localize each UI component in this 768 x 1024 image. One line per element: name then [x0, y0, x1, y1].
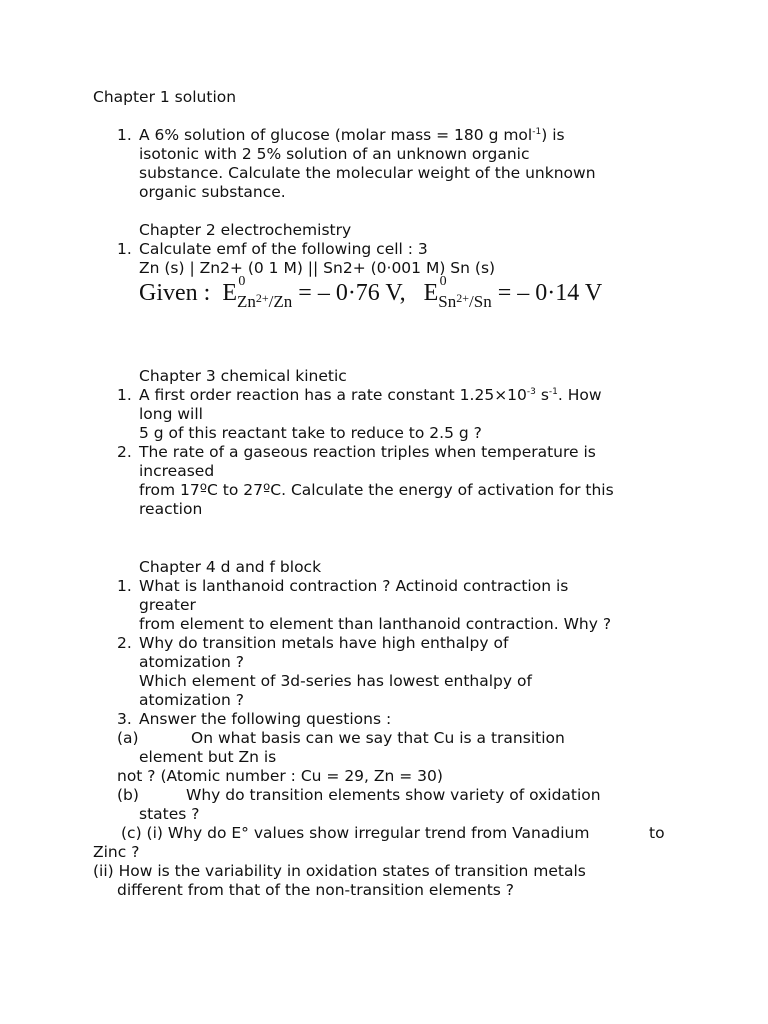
question-line: isotonic with 2 5% solution of an unknown organic: [139, 145, 530, 163]
question-line: increased: [139, 462, 215, 480]
question-line: from 17ºC to 27ºC. Calculate the energy of activation for this: [139, 481, 614, 499]
question-text: . How: [557, 386, 602, 404]
question-line: [139, 386, 602, 405]
question-line: atomization ?: [139, 653, 244, 671]
question-line: not ? (Atomic number : Cu = 29, Zn = 30): [117, 767, 443, 785]
question-line: long will: [139, 405, 203, 423]
list-number: 2.: [117, 634, 132, 652]
formula-sn: Sn: [438, 292, 457, 311]
sub-question-label: (b): [117, 786, 139, 804]
question-line: substance. Calculate the molecular weight of the unknown: [139, 164, 596, 182]
formula-zn-value: = – 0·76 V,: [298, 280, 406, 306]
given-potentials-formula: [139, 274, 603, 311]
question-line: organic substance.: [139, 183, 286, 201]
question-line: (c) (i) Why do E° values show irregular trend from Vanadium: [121, 824, 590, 842]
question-text: ) is: [541, 126, 565, 144]
formula-standard-mark: 0: [439, 274, 447, 289]
question-line: greater: [139, 596, 196, 614]
formula-zn-subscript: [237, 292, 292, 311]
chapter-3-heading: Chapter 3 chemical kinetic: [139, 367, 347, 385]
chapter-2-heading: Chapter 2 electrochemistry: [139, 221, 352, 239]
formula-given-label: Given :: [139, 280, 211, 306]
list-number: 3.: [117, 710, 132, 728]
list-number: 1.: [117, 126, 132, 144]
question-text: A first order reaction has a rate constant 1.25×10: [139, 386, 527, 404]
formula-sn-charge: 2+: [456, 291, 470, 305]
list-number: 1.: [117, 577, 132, 595]
list-number: 1.: [117, 386, 132, 404]
question-line: reaction: [139, 500, 203, 518]
question-line: to: [649, 824, 665, 842]
question-line: 5 g of this reactant take to reduce to 2.5 g ?: [139, 424, 482, 442]
question-line: Answer the following questions :: [139, 710, 392, 728]
formula-e: E: [423, 280, 439, 306]
question-text: A 6% solution of glucose (molar mass = 180 g mol: [139, 126, 533, 144]
superscript: -1: [532, 127, 542, 137]
formula-e-symbol: [423, 274, 447, 307]
question-line: What is lanthanoid contraction ? Actinoid contraction is: [139, 577, 569, 595]
question-line: The rate of a gaseous reaction triples when temperature is: [139, 443, 596, 461]
formula-zn-ref: /Zn: [268, 292, 293, 311]
superscript: -1: [548, 387, 558, 397]
question-line: different from that of the non-transition elements ?: [117, 881, 515, 899]
formula-zn: Zn: [237, 292, 256, 311]
formula-e: E: [222, 280, 237, 306]
formula-e-symbol: [222, 274, 246, 307]
formula-standard-mark: 0: [238, 274, 246, 289]
question-line: atomization ?: [139, 691, 244, 709]
question-line: Calculate emf of the following cell : 3: [139, 240, 428, 258]
chapter-1-heading: Chapter 1 solution: [93, 88, 237, 106]
question-line: from element to element than lanthanoid contraction. Why ?: [139, 615, 612, 633]
question-line: Which element of 3d-series has lowest enthalpy of: [139, 672, 532, 690]
question-line: states ?: [139, 805, 200, 823]
formula-sn-ref: /Sn: [469, 292, 492, 311]
question-line: Why do transition metals have high enthalpy of: [139, 634, 509, 652]
question-text: s: [535, 386, 549, 404]
formula-zn-charge: 2+: [255, 291, 269, 305]
formula-sn-subscript: [438, 292, 491, 311]
list-number: 2.: [117, 443, 132, 461]
question-line: On what basis can we say that Cu is a transition: [191, 729, 565, 747]
chapter-4-heading: Chapter 4 d and f block: [139, 558, 322, 576]
list-number: 1.: [117, 240, 132, 258]
question-line: [139, 126, 565, 145]
question-line: Why do transition elements show variety of oxidation: [186, 786, 601, 804]
superscript: -3: [526, 387, 536, 397]
cell-notation: Zn (s) | Zn2+ (0 1 M) || Sn2+ (0·001 M) Sn (s): [139, 259, 496, 277]
sub-question-label: (a): [117, 729, 139, 747]
question-line: (ii) How is the variability in oxidation states of transition metals: [93, 862, 586, 880]
question-line: element but Zn is: [139, 748, 277, 766]
formula-sn-value: = – 0·14 V: [497, 280, 603, 306]
question-line: Zinc ?: [93, 843, 140, 861]
